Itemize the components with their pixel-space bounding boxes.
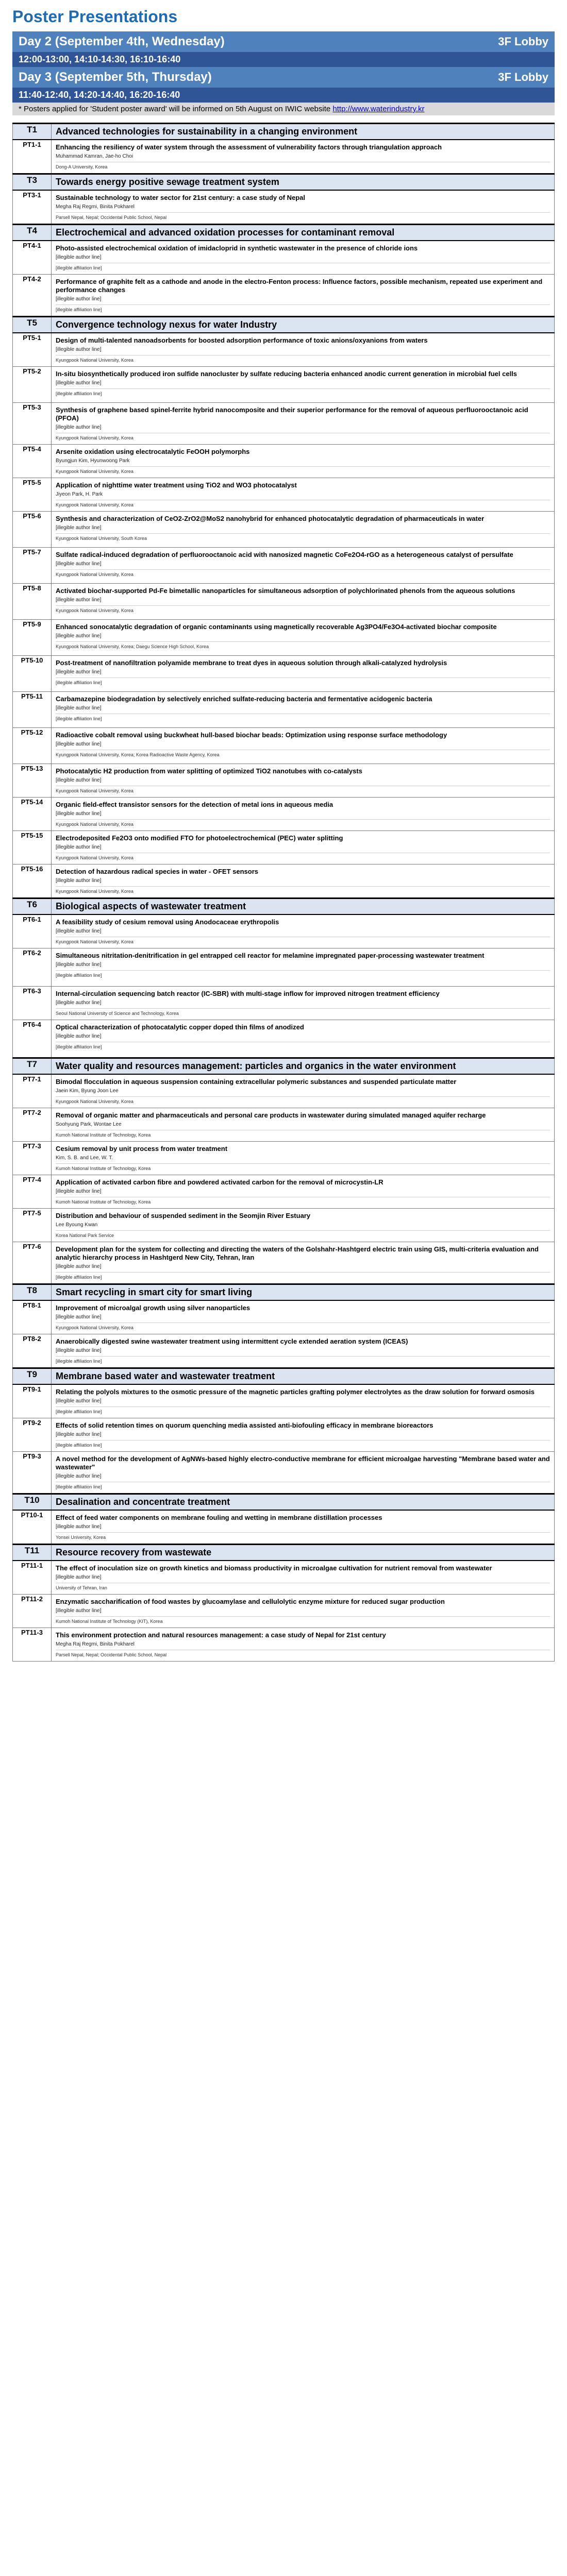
- divider: [56, 605, 550, 606]
- poster-code: PT8-2: [13, 1334, 52, 1368]
- poster-row: [13, 1384, 555, 1418]
- poster-code: PT7-4: [13, 1175, 52, 1209]
- poster-title: In-situ biosynthetically produced iron sulfide nanocluster by sulfate reducing bacteria enhanced anodic current generation in microbial fuel cells: [56, 370, 518, 378]
- poster-entry: [52, 692, 555, 728]
- poster-affiliation: Kyungpook National University, Korea; Daegu Science High School, Korea: [56, 644, 209, 649]
- poster-authors: [illegible author line]: [56, 425, 102, 430]
- section-code: T6: [13, 899, 52, 915]
- poster-authors: [illegible author line]: [56, 1000, 102, 1006]
- poster-authors: [illegible author line]: [56, 1033, 102, 1039]
- poster-authors: [illegible author line]: [56, 1189, 102, 1194]
- poster-title: Distribution and behaviour of suspended sediment in the Seomjin River Estuary: [56, 1212, 311, 1219]
- poster-code: PT7-6: [13, 1242, 52, 1284]
- poster-affiliation: Kyungpook National University, Korea; Korea Radioactive Waste Agency, Korea: [56, 752, 220, 757]
- poster-code: PT1-1: [13, 140, 52, 174]
- day3-header: [12, 67, 555, 88]
- poster-entry: [52, 620, 555, 656]
- poster-authors: [illegible author line]: [56, 1574, 102, 1580]
- poster-title: Photocatalytic H2 production from water splitting of optimized TiO2 nanotubes with co-catalysts: [56, 767, 362, 775]
- poster-code: PT9-2: [13, 1418, 52, 1452]
- section-code: T10: [13, 1494, 52, 1511]
- section-title: Advanced technologies for sustainability in a changing environment: [52, 124, 555, 140]
- poster-row: [13, 728, 555, 764]
- poster-title: Relating the polyols mixtures to the osmotic pressure of the magnetic particles grafting polymer electrolytes as the draw solution for forward osmosis: [56, 1388, 535, 1396]
- poster-entry: [52, 1142, 555, 1175]
- poster-affiliation: [illegible affiliation line]: [56, 1044, 102, 1049]
- poster-code: PT7-1: [13, 1074, 52, 1108]
- poster-authors: Jiyeon Park, H. Park: [56, 492, 103, 497]
- poster-affiliation: Kyungpook National University, Korea: [56, 1099, 134, 1104]
- poster-row: [13, 1628, 555, 1662]
- poster-row: [13, 1595, 555, 1628]
- poster-row: [13, 1108, 555, 1142]
- poster-title: Effects of solid retention times on quorum quenching media assisted anti-biofouling efficacy in membrane bioreactors: [56, 1421, 433, 1429]
- poster-affiliation: [illegible affiliation line]: [56, 716, 102, 721]
- poster-code: PT5-5: [13, 478, 52, 512]
- poster-entry: [52, 1628, 555, 1662]
- poster-code: PT10-1: [13, 1510, 52, 1545]
- divider: [56, 1272, 550, 1273]
- poster-code: PT5-15: [13, 831, 52, 865]
- poster-entry: [52, 140, 555, 174]
- poster-row: [13, 140, 555, 174]
- divider: [56, 1616, 550, 1617]
- poster-row: [13, 764, 555, 798]
- poster-authors: Byungjun Kim, Hyunwoong Park: [56, 458, 130, 464]
- poster-code: PT5-7: [13, 548, 52, 584]
- poster-affiliation: Kyungpook National University, Korea: [56, 788, 134, 793]
- poster-affiliation: [illegible affiliation line]: [56, 1359, 102, 1364]
- section-header: [13, 174, 555, 191]
- divider: [56, 1096, 550, 1097]
- poster-row: [13, 190, 555, 225]
- section-title: Biological aspects of wastewater treatment: [52, 899, 555, 915]
- poster-title: Design of multi-talented nanoadsorbents for boosted adsorption performance of toxic anions/oxyanions from waters: [56, 336, 428, 344]
- poster-entry: [52, 798, 555, 831]
- section-header: [13, 1494, 555, 1511]
- poster-code: PT5-13: [13, 764, 52, 798]
- divider: [56, 1008, 550, 1009]
- poster-authors: [illegible author line]: [56, 878, 102, 884]
- divider: [56, 533, 550, 534]
- poster-affiliation: Kyungpook National University, Korea: [56, 435, 134, 440]
- poster-code: PT7-5: [13, 1209, 52, 1242]
- poster-authors: Megha Raj Regmi, Binita Pokharel: [56, 204, 135, 210]
- poster-row: [13, 1242, 555, 1284]
- poster-authors: [illegible author line]: [56, 777, 102, 783]
- poster-entry: [52, 948, 555, 987]
- poster-row: [13, 914, 555, 948]
- poster-entry: [52, 1334, 555, 1368]
- poster-entry: [52, 275, 555, 317]
- poster-entry: [52, 512, 555, 548]
- section-title: Resource recovery from wastewate: [52, 1545, 555, 1561]
- poster-row: [13, 865, 555, 899]
- poster-title: Anaerobically digested swine wastewater treatment using intermittent cycle extended aeration system (ICEAS): [56, 1337, 408, 1345]
- poster-row: [13, 1561, 555, 1595]
- poster-affiliation: University of Tehran, Iran: [56, 1585, 107, 1590]
- poster-entry: [52, 764, 555, 798]
- day2-times: 12:00-13:00, 14:10-14:30, 16:10-16:40: [12, 52, 555, 67]
- poster-title: Enhancing the resiliency of water system through the assessment of vulnerability factors through triangulation approach: [56, 143, 442, 151]
- poster-affiliation: Kyungpook National University, Korea: [56, 855, 134, 860]
- poster-title: Improvement of microalgal growth using silver nanoparticles: [56, 1304, 251, 1312]
- poster-entry: [52, 478, 555, 512]
- poster-code: PT5-10: [13, 656, 52, 692]
- section-code: T11: [13, 1545, 52, 1561]
- poster-affiliation: Kyungpook National University, Korea: [56, 822, 134, 827]
- section-title: Convergence technology nexus for water Industry: [52, 317, 555, 333]
- day3-label: Day 3 (September 5th, Thursday): [19, 70, 212, 84]
- poster-affiliation: [illegible affiliation line]: [56, 391, 102, 396]
- poster-authors: [illegible author line]: [56, 962, 102, 968]
- poster-authors: [illegible author line]: [56, 296, 102, 302]
- section-header: [13, 1058, 555, 1075]
- poster-code: PT5-6: [13, 512, 52, 548]
- poster-row: [13, 987, 555, 1020]
- divider: [56, 641, 550, 642]
- poster-authors: [illegible author line]: [56, 1348, 102, 1353]
- poster-code: PT11-3: [13, 1628, 52, 1662]
- poster-row: [13, 831, 555, 865]
- section-title: Towards energy positive sewage treatment system: [52, 174, 555, 191]
- poster-entry: [52, 548, 555, 584]
- section-title: Membrane based water and wastewater treatment: [52, 1368, 555, 1385]
- poster-affiliation: Kyungpook National University, South Korea: [56, 536, 147, 541]
- poster-authors: [illegible author line]: [56, 1264, 102, 1269]
- poster-code: PT3-1: [13, 190, 52, 225]
- poster-code: PT5-4: [13, 445, 52, 478]
- poster-title: Sustainable technology to water sector for 21st century: a case study of Nepal: [56, 194, 306, 201]
- poster-affiliation: Korea National Park Service: [56, 1233, 114, 1238]
- divider: [56, 1230, 550, 1231]
- poster-row: [13, 478, 555, 512]
- divider: [56, 1532, 550, 1533]
- poster-entry: [52, 987, 555, 1020]
- poster-row: [13, 656, 555, 692]
- poster-authors: [illegible author line]: [56, 705, 102, 711]
- poster-title: Cesium removal by unit process from water treatment: [56, 1145, 228, 1153]
- section-title: Smart recycling in smart city for smart living: [52, 1284, 555, 1301]
- poster-authors: [illegible author line]: [56, 1473, 102, 1479]
- poster-affiliation: [illegible affiliation line]: [56, 1409, 102, 1414]
- poster-affiliation: [illegible affiliation line]: [56, 1275, 102, 1280]
- section-title: Water quality and resources management: particles and organics in the water environment: [52, 1058, 555, 1075]
- poster-schedule-table: [12, 123, 555, 1662]
- poster-authors: Soohyung Park, Wontae Lee: [56, 1122, 122, 1127]
- poster-entry: [52, 190, 555, 225]
- poster-authors: [illegible author line]: [56, 928, 102, 934]
- poster-row: [13, 1452, 555, 1494]
- divider: [56, 466, 550, 467]
- poster-row: [13, 333, 555, 367]
- poster-entry: [52, 1384, 555, 1418]
- poster-title: Photo-assisted electrochemical oxidation of imidacloprid in synthetic wastewater in the presence of chloride ions: [56, 244, 418, 252]
- poster-authors: [illegible author line]: [56, 633, 102, 639]
- section-code: T7: [13, 1058, 52, 1075]
- poster-affiliation: [illegible affiliation line]: [56, 680, 102, 685]
- poster-title: Removal of organic matter and pharmaceuticals and personal care products in wastewater during simulated managed aquifer recharge: [56, 1111, 486, 1119]
- poster-title: Enzymatic saccharification of food wastes by glucoamylase and cellulolytic enzyme mixture for reduced sugar production: [56, 1598, 445, 1605]
- poster-entry: [52, 1452, 555, 1494]
- poster-code: PT6-1: [13, 914, 52, 948]
- divider: [56, 819, 550, 820]
- poster-affiliation: Kyungpook National University, Korea: [56, 572, 134, 577]
- poster-affiliation: Dong-A University, Korea: [56, 164, 108, 170]
- poster-entry: [52, 1300, 555, 1334]
- poster-entry: [52, 831, 555, 865]
- poster-row: [13, 1510, 555, 1545]
- poster-affiliation: Kyungpook National University, Korea: [56, 358, 134, 363]
- poster-row: [13, 1020, 555, 1058]
- poster-entry: [52, 1561, 555, 1595]
- poster-title: Application of nighttime water treatment using TiO2 and WO3 photocatalyst: [56, 481, 297, 489]
- poster-row: [13, 403, 555, 445]
- section-code: T4: [13, 225, 52, 241]
- poster-row: [13, 798, 555, 831]
- divider: [56, 1356, 550, 1357]
- award-notice: [12, 103, 555, 115]
- poster-title: Detection of hazardous radical species in water - OFET sensors: [56, 868, 259, 875]
- poster-entry: [52, 914, 555, 948]
- poster-authors: [illegible author line]: [56, 741, 102, 747]
- poster-entry: [52, 1510, 555, 1545]
- poster-affiliation: Parsell Nepal, Nepal; Occidental Public School, Nepal: [56, 1652, 167, 1657]
- poster-authors: Megha Raj Regmi, Binita Pokharel: [56, 1641, 135, 1647]
- divider: [56, 1163, 550, 1164]
- poster-code: PT5-2: [13, 367, 52, 403]
- poster-affiliation: [illegible affiliation line]: [56, 1484, 102, 1489]
- section-header: [13, 899, 555, 915]
- section-code: T3: [13, 174, 52, 191]
- poster-entry: [52, 445, 555, 478]
- poster-authors: [illegible author line]: [56, 1314, 102, 1320]
- poster-entry: [52, 656, 555, 692]
- poster-row: [13, 584, 555, 620]
- poster-title: Bimodal flocculation in aqueous suspension containing extracellular polymeric substances and suspended particulate matter: [56, 1078, 457, 1086]
- poster-entry: [52, 1020, 555, 1058]
- poster-affiliation: Kyungpook National University, Korea: [56, 608, 134, 613]
- poster-authors: Jaein Kim, Byung Joon Lee: [56, 1088, 119, 1094]
- poster-affiliation: [illegible affiliation line]: [56, 973, 102, 978]
- poster-code: PT5-12: [13, 728, 52, 764]
- section-title: Electrochemical and advanced oxidation processes for contaminant removal: [52, 225, 555, 241]
- poster-affiliation: Yonsei University, Korea: [56, 1535, 106, 1540]
- poster-row: [13, 948, 555, 987]
- poster-code: PT7-2: [13, 1108, 52, 1142]
- poster-authors: [illegible author line]: [56, 1398, 102, 1404]
- poster-code: PT11-2: [13, 1595, 52, 1628]
- poster-title: Effect of feed water components on membrane fouling and wetting in membrane distillation processes: [56, 1514, 382, 1521]
- divider: [56, 212, 550, 213]
- poster-code: PT5-14: [13, 798, 52, 831]
- poster-code: PT4-2: [13, 275, 52, 317]
- day2-header: [12, 31, 555, 52]
- poster-entry: [52, 584, 555, 620]
- poster-title: Electrodeposited Fe2O3 onto modified FTO for photoelectrochemical (PEC) water splitting: [56, 834, 343, 842]
- poster-entry: [52, 1209, 555, 1242]
- poster-title: Post-treatment of nanofiltration polyamide membrane to treat dyes in aqueous solution through alkali-catalyzed hydrolysis: [56, 659, 447, 667]
- section-header: [13, 225, 555, 241]
- poster-authors: Kim, S. B. and Lee, W. T.: [56, 1155, 113, 1161]
- poster-authors: Muhammad Kamran, Jae-ho Choi: [56, 154, 134, 159]
- poster-title: Application of activated carbon fibre and powdered activated carbon for the removal of microcystin-LR: [56, 1178, 383, 1186]
- poster-code: PT6-4: [13, 1020, 52, 1058]
- poster-affiliation: Kyungpook National University, Korea: [56, 1325, 134, 1330]
- poster-row: [13, 241, 555, 275]
- poster-title: Sulfate radical-induced degradation of perfluorooctanoic acid with nanosized magnetic CoFe2O4-rGO as a heterogeneous catalyst of persulfate: [56, 551, 513, 558]
- poster-row: [13, 1175, 555, 1209]
- poster-affiliation: Seoul National University of Science and Technology, Korea: [56, 1011, 179, 1016]
- poster-row: [13, 1209, 555, 1242]
- divider: [56, 304, 550, 305]
- poster-entry: [52, 241, 555, 275]
- poster-authors: Lee Byoung Kwan: [56, 1222, 98, 1228]
- poster-row: [13, 445, 555, 478]
- poster-affiliation: Parsell Nepal, Nepal; Occidental Public School, Nepal: [56, 215, 167, 220]
- poster-row: [13, 512, 555, 548]
- poster-authors: [illegible author line]: [56, 669, 102, 675]
- poster-affiliation: [illegible affiliation line]: [56, 1443, 102, 1448]
- poster-affiliation: Kyungpook National University, Korea: [56, 469, 134, 474]
- poster-title: Development plan for the system for collecting and directing the waters of the Golshahr-Hashtgerd electric train using GIS, multi-criteria evaluation and analytic hierarchy process in Hashtgerd New City, Tehran, Iran: [56, 1245, 539, 1261]
- poster-authors: [illegible author line]: [56, 347, 102, 352]
- divider: [56, 886, 550, 887]
- section-code: T5: [13, 317, 52, 333]
- poster-authors: [illegible author line]: [56, 380, 102, 386]
- section-code: T9: [13, 1368, 52, 1385]
- divider: [56, 677, 550, 678]
- website-link[interactable]: http://www.waterindustry.kr: [332, 105, 425, 113]
- poster-authors: [illegible author line]: [56, 255, 102, 260]
- poster-entry: [52, 728, 555, 764]
- poster-entry: [52, 403, 555, 445]
- poster-row: [13, 548, 555, 584]
- poster-affiliation: [illegible affiliation line]: [56, 265, 102, 270]
- poster-code: PT8-1: [13, 1300, 52, 1334]
- poster-row: [13, 367, 555, 403]
- poster-title: Enhanced sonocatalytic degradation of organic contaminants using magnetically recoverable Ag3PO4/Fe3O4-activated biochar composite: [56, 623, 497, 631]
- poster-authors: [illegible author line]: [56, 525, 102, 531]
- poster-authors: [illegible author line]: [56, 811, 102, 817]
- poster-row: [13, 1418, 555, 1452]
- poster-title: Activated biochar-supported Pd-Fe bimetallic nanoparticles for simultaneous adsorption of polychlorinated phenols from the aqueous solutions: [56, 587, 515, 595]
- divider: [56, 569, 550, 570]
- poster-entry: [52, 1074, 555, 1108]
- poster-row: [13, 1074, 555, 1108]
- poster-code: PT5-1: [13, 333, 52, 367]
- award-notice-text: * Posters applied for 'Student poster award' will be informed on 5th August on IWIC website: [19, 105, 331, 113]
- poster-entry: [52, 333, 555, 367]
- poster-title: Synthesis of graphene based spinel-ferrite hybrid nanocomposite and their superior performance for the removal of aqueous perfluorooctanoic acid (PFOA): [56, 406, 528, 422]
- poster-code: PT9-1: [13, 1384, 52, 1418]
- poster-row: [13, 620, 555, 656]
- poster-entry: [52, 1418, 555, 1452]
- poster-entry: [52, 1108, 555, 1142]
- poster-code: PT5-11: [13, 692, 52, 728]
- poster-affiliation: Kyungpook National University, Korea: [56, 889, 134, 894]
- poster-code: PT5-16: [13, 865, 52, 899]
- poster-affiliation: Kyungpook National University, Korea: [56, 939, 134, 944]
- divider: [56, 1406, 550, 1407]
- section-header: [13, 1545, 555, 1561]
- poster-affiliation: Kumoh National Institute of Technology, Korea: [56, 1166, 151, 1171]
- poster-authors: [illegible author line]: [56, 1524, 102, 1530]
- section-title: Desalination and concentrate treatment: [52, 1494, 555, 1511]
- poster-code: PT5-9: [13, 620, 52, 656]
- poster-title: Synthesis and characterization of CeO2-ZrO2@MoS2 nanohybrid for enhanced photocatalytic degradation of pharmaceuticals in water: [56, 515, 485, 522]
- poster-title: Organic field-effect transistor sensors for the detection of metal ions in aqueous media: [56, 801, 333, 808]
- poster-title: Radioactive cobalt removal using buckwheat hull-based biochar beads: Optimization using response surface methodology: [56, 731, 447, 739]
- section-code: T1: [13, 124, 52, 140]
- day3-times: 11:40-12:40, 14:20-14:40, 16:20-16:40: [12, 88, 555, 103]
- poster-title: A novel method for the development of AgNWs-based highly electro-conductive membrane for efficient microalgae harvesting "Membrane based water and wastewater": [56, 1455, 550, 1471]
- poster-row: [13, 275, 555, 317]
- poster-authors: [illegible author line]: [56, 1608, 102, 1614]
- section-header: [13, 1284, 555, 1301]
- poster-title: Arsenite oxidation using electrocatalytic FeOOH polymorphs: [56, 448, 250, 455]
- poster-entry: [52, 367, 555, 403]
- poster-affiliation: [illegible affiliation line]: [56, 307, 102, 312]
- poster-entry: [52, 1595, 555, 1628]
- poster-authors: [illegible author line]: [56, 844, 102, 850]
- poster-affiliation: Kumoh National Institute of Technology (KIT), Korea: [56, 1619, 163, 1624]
- poster-entry: [52, 865, 555, 899]
- day2-label: Day 2 (September 4th, Wednesday): [19, 35, 225, 48]
- poster-code: PT6-3: [13, 987, 52, 1020]
- poster-entry: [52, 1175, 555, 1209]
- poster-row: [13, 1334, 555, 1368]
- poster-title: Carbamazepine biodegradation by selectively enriched sulfate-reducing bacteria and fermentative acidogenic bacteria: [56, 695, 432, 703]
- poster-authors: [illegible author line]: [56, 1432, 102, 1437]
- poster-affiliation: Kumoh National Institute of Technology, Korea: [56, 1199, 151, 1205]
- poster-entry: [52, 1242, 555, 1284]
- poster-affiliation: Kyungpook National University, Korea: [56, 502, 134, 507]
- section-header: [13, 124, 555, 140]
- poster-authors: [illegible author line]: [56, 597, 102, 603]
- poster-authors: [illegible author line]: [56, 561, 102, 567]
- section-header: [13, 317, 555, 333]
- poster-affiliation: Kumoh National Institute of Technology, Korea: [56, 1132, 151, 1138]
- day2-location: 3F Lobby: [498, 35, 548, 48]
- section-header: [13, 1368, 555, 1385]
- poster-title: Optical characterization of photocatalytic copper doped thin films of anodized: [56, 1023, 304, 1031]
- poster-title: The effect of inoculation size on growth kinetics and biomass productivity in microalgae cultivation for nutrient removal from wastewater: [56, 1564, 492, 1572]
- poster-title: This environment protection and natural resources management: a case study of Nepal for 21st century: [56, 1631, 386, 1639]
- poster-title: Internal-circulation sequencing batch reactor (IC-SBR) with multi-stage inflow for improved nitrogen treatment efficiency: [56, 990, 440, 997]
- poster-row: [13, 1142, 555, 1175]
- poster-code: PT5-3: [13, 403, 52, 445]
- poster-title: Performance of graphite felt as a cathode and anode in the electro-Fenton process: Influence factors, possible mechanism, repeated use experiment and performance changes: [56, 278, 543, 294]
- poster-code: PT9-3: [13, 1452, 52, 1494]
- poster-code: PT6-2: [13, 948, 52, 987]
- divider: [56, 388, 550, 389]
- poster-title: A feasibility study of cesium removal using Anodocaceae erythropolis: [56, 918, 279, 926]
- section-code: T8: [13, 1284, 52, 1301]
- divider: [56, 970, 550, 971]
- poster-code: PT4-1: [13, 241, 52, 275]
- poster-code: PT5-8: [13, 584, 52, 620]
- poster-code: PT11-1: [13, 1561, 52, 1595]
- page-title: Poster Presentations: [12, 7, 178, 26]
- day3-location: 3F Lobby: [498, 71, 548, 83]
- poster-title: Simultaneous nitritation-denitrification in gel entrapped cell reactor for melamine impregnated paper-processing wastewater treatment: [56, 952, 485, 959]
- poster-row: [13, 1300, 555, 1334]
- poster-code: PT7-3: [13, 1142, 52, 1175]
- poster-row: [13, 692, 555, 728]
